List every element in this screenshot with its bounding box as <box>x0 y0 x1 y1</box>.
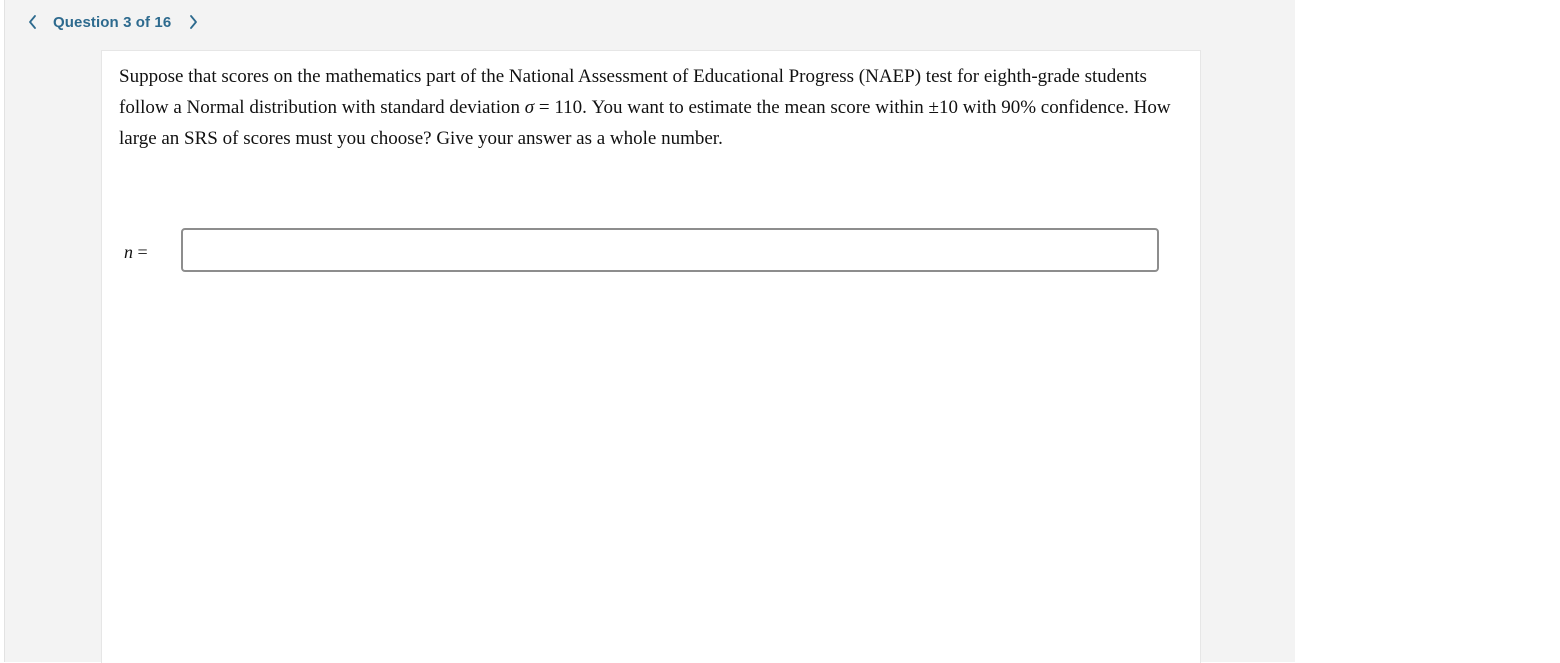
chevron-left-icon <box>27 14 39 30</box>
question-navigation <box>21 8 205 36</box>
question-text-part-1: Suppose that scores on the mathematics part of the National Assessment of Educational Progress (NAEP) test for eighth-grade students follow a Normal distribution with standard deviation <box>119 66 1147 118</box>
answer-equals: = <box>133 242 148 262</box>
next-question-button[interactable] <box>181 8 205 36</box>
previous-question-button[interactable] <box>21 8 45 36</box>
chevron-right-icon <box>187 14 199 30</box>
question-text <box>119 61 1179 154</box>
question-counter: Question 3 of 16 <box>53 13 172 31</box>
app-panel <box>4 0 1295 662</box>
question-text-part-2: = 110. You want to estimate the mean score within ±10 with 90% confidence. How large an SRS of scores must you choose? Give your answer as a whole number. <box>119 97 1171 149</box>
answer-label <box>124 242 148 263</box>
question-card <box>101 50 1201 663</box>
answer-input[interactable] <box>181 228 1159 272</box>
sigma-symbol: σ <box>524 97 535 118</box>
answer-variable: n <box>124 242 133 262</box>
answer-row <box>122 228 1167 276</box>
